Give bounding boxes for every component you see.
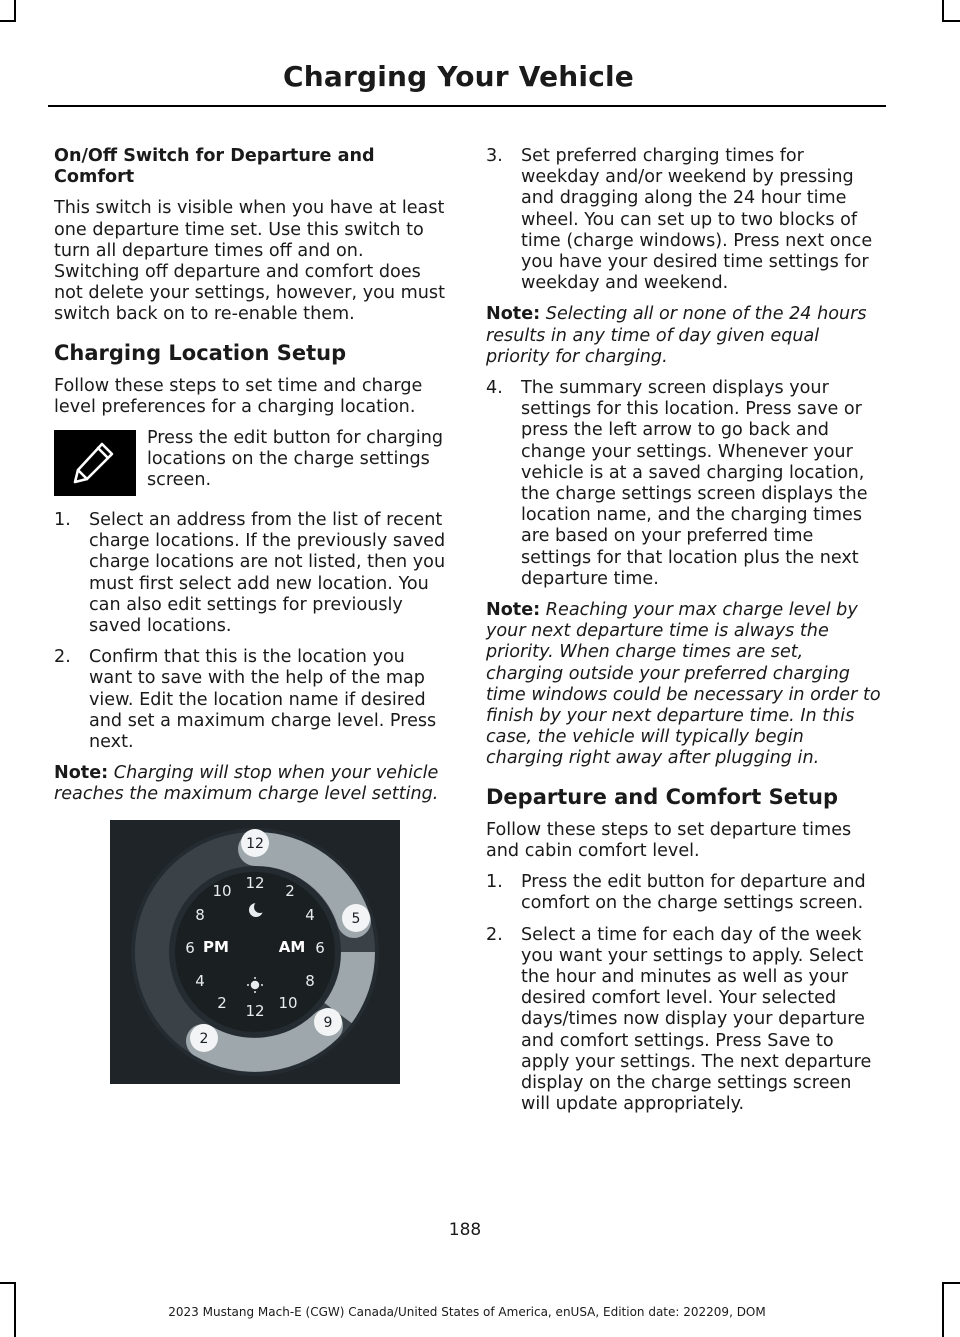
note-paragraph <box>54 763 448 805</box>
step-number: 1. <box>54 510 71 531</box>
marker-label: 5 <box>351 910 361 927</box>
note-label: Note: <box>54 763 109 784</box>
departure-setup-heading: Departure and Comfort Setup <box>486 784 838 809</box>
clock-number: 10 <box>278 993 298 1012</box>
step-number: 1. <box>486 872 503 893</box>
clock-number: 2 <box>217 993 227 1012</box>
crop-mark <box>942 1282 944 1337</box>
marker-label: 2 <box>199 1030 209 1047</box>
step-number: 2. <box>54 647 71 668</box>
departure-steps-list <box>486 872 882 1115</box>
note-paragraph <box>486 304 882 368</box>
step-text: Select an address from the list of recent charge locations. If the previously saved charge locations are not listed, then you must first select add new location. You can also edit settings for previously saved locations. <box>89 510 446 637</box>
pm-label: PM <box>203 937 229 956</box>
marker-label: 9 <box>323 1014 333 1031</box>
step-number: 3. <box>486 146 503 166</box>
switch-paragraph: This switch is visible when you have at least one departure time set. Use this switch to turn all departure times off and on. Switching off departure and comfort does not delete your settings, however, you must switch back on to re-enable them. <box>54 198 445 325</box>
crop-mark <box>942 0 944 22</box>
clock-number: 12 <box>245 1001 265 1020</box>
note-label: Note: <box>486 600 541 621</box>
page-title: Charging Your Vehicle <box>282 60 634 93</box>
location-steps-list <box>54 510 448 753</box>
step-text: Confirm that this is the location you want to save with the help of the map view. Edit the location name if desired and set a maximum charge level. Press next. <box>89 647 437 753</box>
clock-number: 8 <box>305 971 315 990</box>
crop-mark <box>0 1282 16 1284</box>
departure-intro-paragraph: Follow these steps to set departure times and cabin comfort level. <box>486 819 852 861</box>
note-text: Reaching your max charge level by your next departure time is always the priority. When charge times are set, charging outside your preferred charging time windows could be necessary in order to finish by your next departure time. In this case, the vehicle will typically begin charging right away after plugging in. <box>486 600 881 769</box>
clock-number: 8 <box>195 905 205 924</box>
marker-label: 12 <box>246 835 264 852</box>
list-item <box>486 378 882 590</box>
crop-mark <box>944 1282 960 1284</box>
note-text: Selecting all or none of the 24 hours results in any time of day given equal priority for charging. <box>486 304 867 367</box>
note-text: Charging will stop when your vehicle reaches the maximum charge level setting. <box>54 763 439 805</box>
edit-instruction-text: Press the edit button for charging locations on the charge settings screen. <box>147 428 444 491</box>
note-paragraph <box>486 600 882 770</box>
page-number: 188 <box>448 1220 482 1240</box>
crop-mark <box>944 20 960 22</box>
list-item <box>54 647 448 753</box>
time-wheel-figure <box>110 820 400 1084</box>
clock-number: 10 <box>212 881 232 900</box>
list-item <box>486 146 882 294</box>
clock-number: 4 <box>195 971 205 990</box>
am-label: AM <box>278 937 306 956</box>
location-steps-continued <box>486 378 882 590</box>
step-text: The summary screen displays your settings for this location. Press save or press the left arrow to go back and change your settings. Whenever your vehicle is at a saved charging location, the charge settings screen displays the location name, and the charging times are based on your preferred time settings for that location plus the next departure time. <box>521 378 868 589</box>
list-item <box>486 925 882 1116</box>
clock-number: 12 <box>245 873 265 892</box>
step-text: Select a time for each day of the week you want your settings to apply. Select the hour and minutes as well as your desired comfort level. Your selected days/times now display your departure and comfort settings. Press Save to apply your settings. The next departure display on the charge settings screen will update appropriately. <box>521 924 872 1115</box>
left-column <box>54 146 448 1084</box>
list-item <box>54 510 448 637</box>
crop-mark <box>0 20 16 22</box>
step-text: Set preferred charging times for weekday and/or weekend by pressing and dragging along the 24 hour time wheel. You can set up to two blocks of time (charge windows). Press next once you have your desired time settings for weekday and weekend. <box>521 146 873 294</box>
step-number: 2. <box>486 924 503 945</box>
right-column <box>486 146 882 1125</box>
crop-mark <box>14 0 16 22</box>
step-number: 4. <box>486 378 503 399</box>
location-setup-heading: Charging Location Setup <box>54 340 347 365</box>
time-wheel-graphic <box>110 820 400 1084</box>
list-item <box>486 872 882 914</box>
edit-pencil-icon <box>54 430 136 496</box>
switch-subheading: On/Off Switch for Departure and Comfort <box>54 146 375 188</box>
edition-footer: 2023 Mustang Mach-E (CGW) Canada/United States of America, enUSA, Edition date: 202209, DOM <box>168 1305 766 1319</box>
location-intro-paragraph: Follow these steps to set time and charge level preferences for a charging location. <box>54 375 423 417</box>
location-steps-continued <box>486 146 882 294</box>
clock-number: 2 <box>285 881 295 900</box>
step-text: Press the edit button for departure and comfort on the charge settings screen. <box>521 872 866 914</box>
clock-number: 6 <box>315 938 325 957</box>
edit-instruction-row <box>54 428 448 500</box>
header-divider <box>48 105 886 107</box>
note-label: Note: <box>486 304 541 325</box>
clock-number: 6 <box>185 938 195 957</box>
clock-number: 4 <box>305 905 315 924</box>
